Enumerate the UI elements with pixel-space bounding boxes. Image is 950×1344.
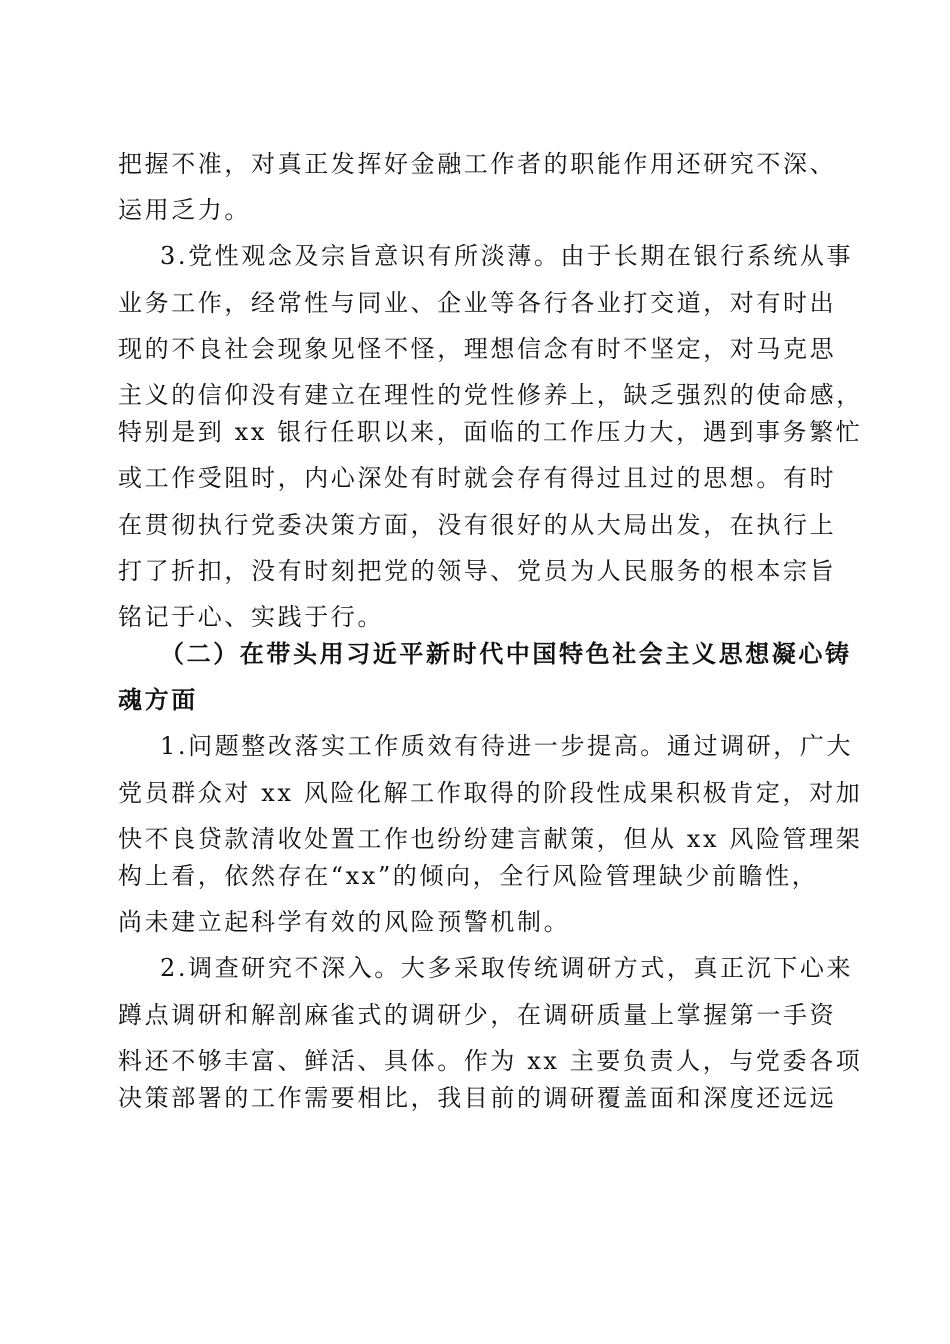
body-text-line: 打了折扣，没有时刻把党的领导、党员为人民服务的根本宗旨 xyxy=(118,557,837,585)
body-text-line: 把握不准，对真正发挥好金融工作者的职能作用还研究不深、 xyxy=(118,150,837,178)
body-text-line: 决策部署的工作需要相比，我目前的调研覆盖面和深度还远远 xyxy=(118,1084,837,1112)
body-text-line: 特别是到 xx 银行任职以来，面临的工作压力大，遇到事务繁忙 xyxy=(118,418,863,446)
paragraph-item-1: 1.问题整改落实工作质效有待进一步提高。通过调研，广大 xyxy=(160,732,854,760)
body-text-line: 主义的信仰没有建立在理性的党性修养上，缺乏强烈的使命感， xyxy=(118,381,863,409)
body-text-line: 尚未建立起科学有效的风险预警机制。 xyxy=(118,908,571,936)
section-heading: （二）在带头用习近平新时代中国特色社会主义思想凝心铸 xyxy=(160,639,852,668)
paragraph-item-3: 3.党性观念及宗旨意识有所淡薄。由于长期在银行系统从事 xyxy=(160,242,854,270)
body-text-line: 或工作受阻时，内心深处有时就会存有得过且过的思想。有时 xyxy=(118,464,837,492)
body-text-line: 料还不够丰富、鲜活、具体。作为 xx 主要负责人，与党委各项 xyxy=(118,1047,863,1075)
body-text-line: 在贯彻执行党委决策方面，没有很好的从大局出发，在执行上 xyxy=(118,511,837,539)
body-text-line: 快不良贷款清收处置工作也纷纷建言献策，但从 xx 风险管理架 xyxy=(118,825,863,853)
paragraph-item-2: 2.调查研究不深入。大多采取传统调研方式，真正沉下心来 xyxy=(160,954,854,982)
section-heading-continuation: 魂方面 xyxy=(118,685,198,714)
body-text-line: 铭记于心、实践于行。 xyxy=(118,603,384,631)
body-text-line: 蹲点调研和解剖麻雀式的调研少，在调研质量上掌握第一手资 xyxy=(118,1001,837,1029)
body-text-line: 构上看，依然存在“xx”的倾向，全行风险管理缺少前瞻性， xyxy=(118,862,819,890)
body-text-line: 现的不良社会现象见怪不怪，理想信念有时不坚定，对马克思 xyxy=(118,335,837,363)
body-text-line: 运用乏力。 xyxy=(118,196,251,224)
body-text-line: 业务工作，经常性与同业、企业等各行各业打交道，对有时出 xyxy=(118,289,837,317)
body-text-line: 党员群众对 xx 风险化解工作取得的阶段性成果积极肯定，对加 xyxy=(118,779,863,807)
